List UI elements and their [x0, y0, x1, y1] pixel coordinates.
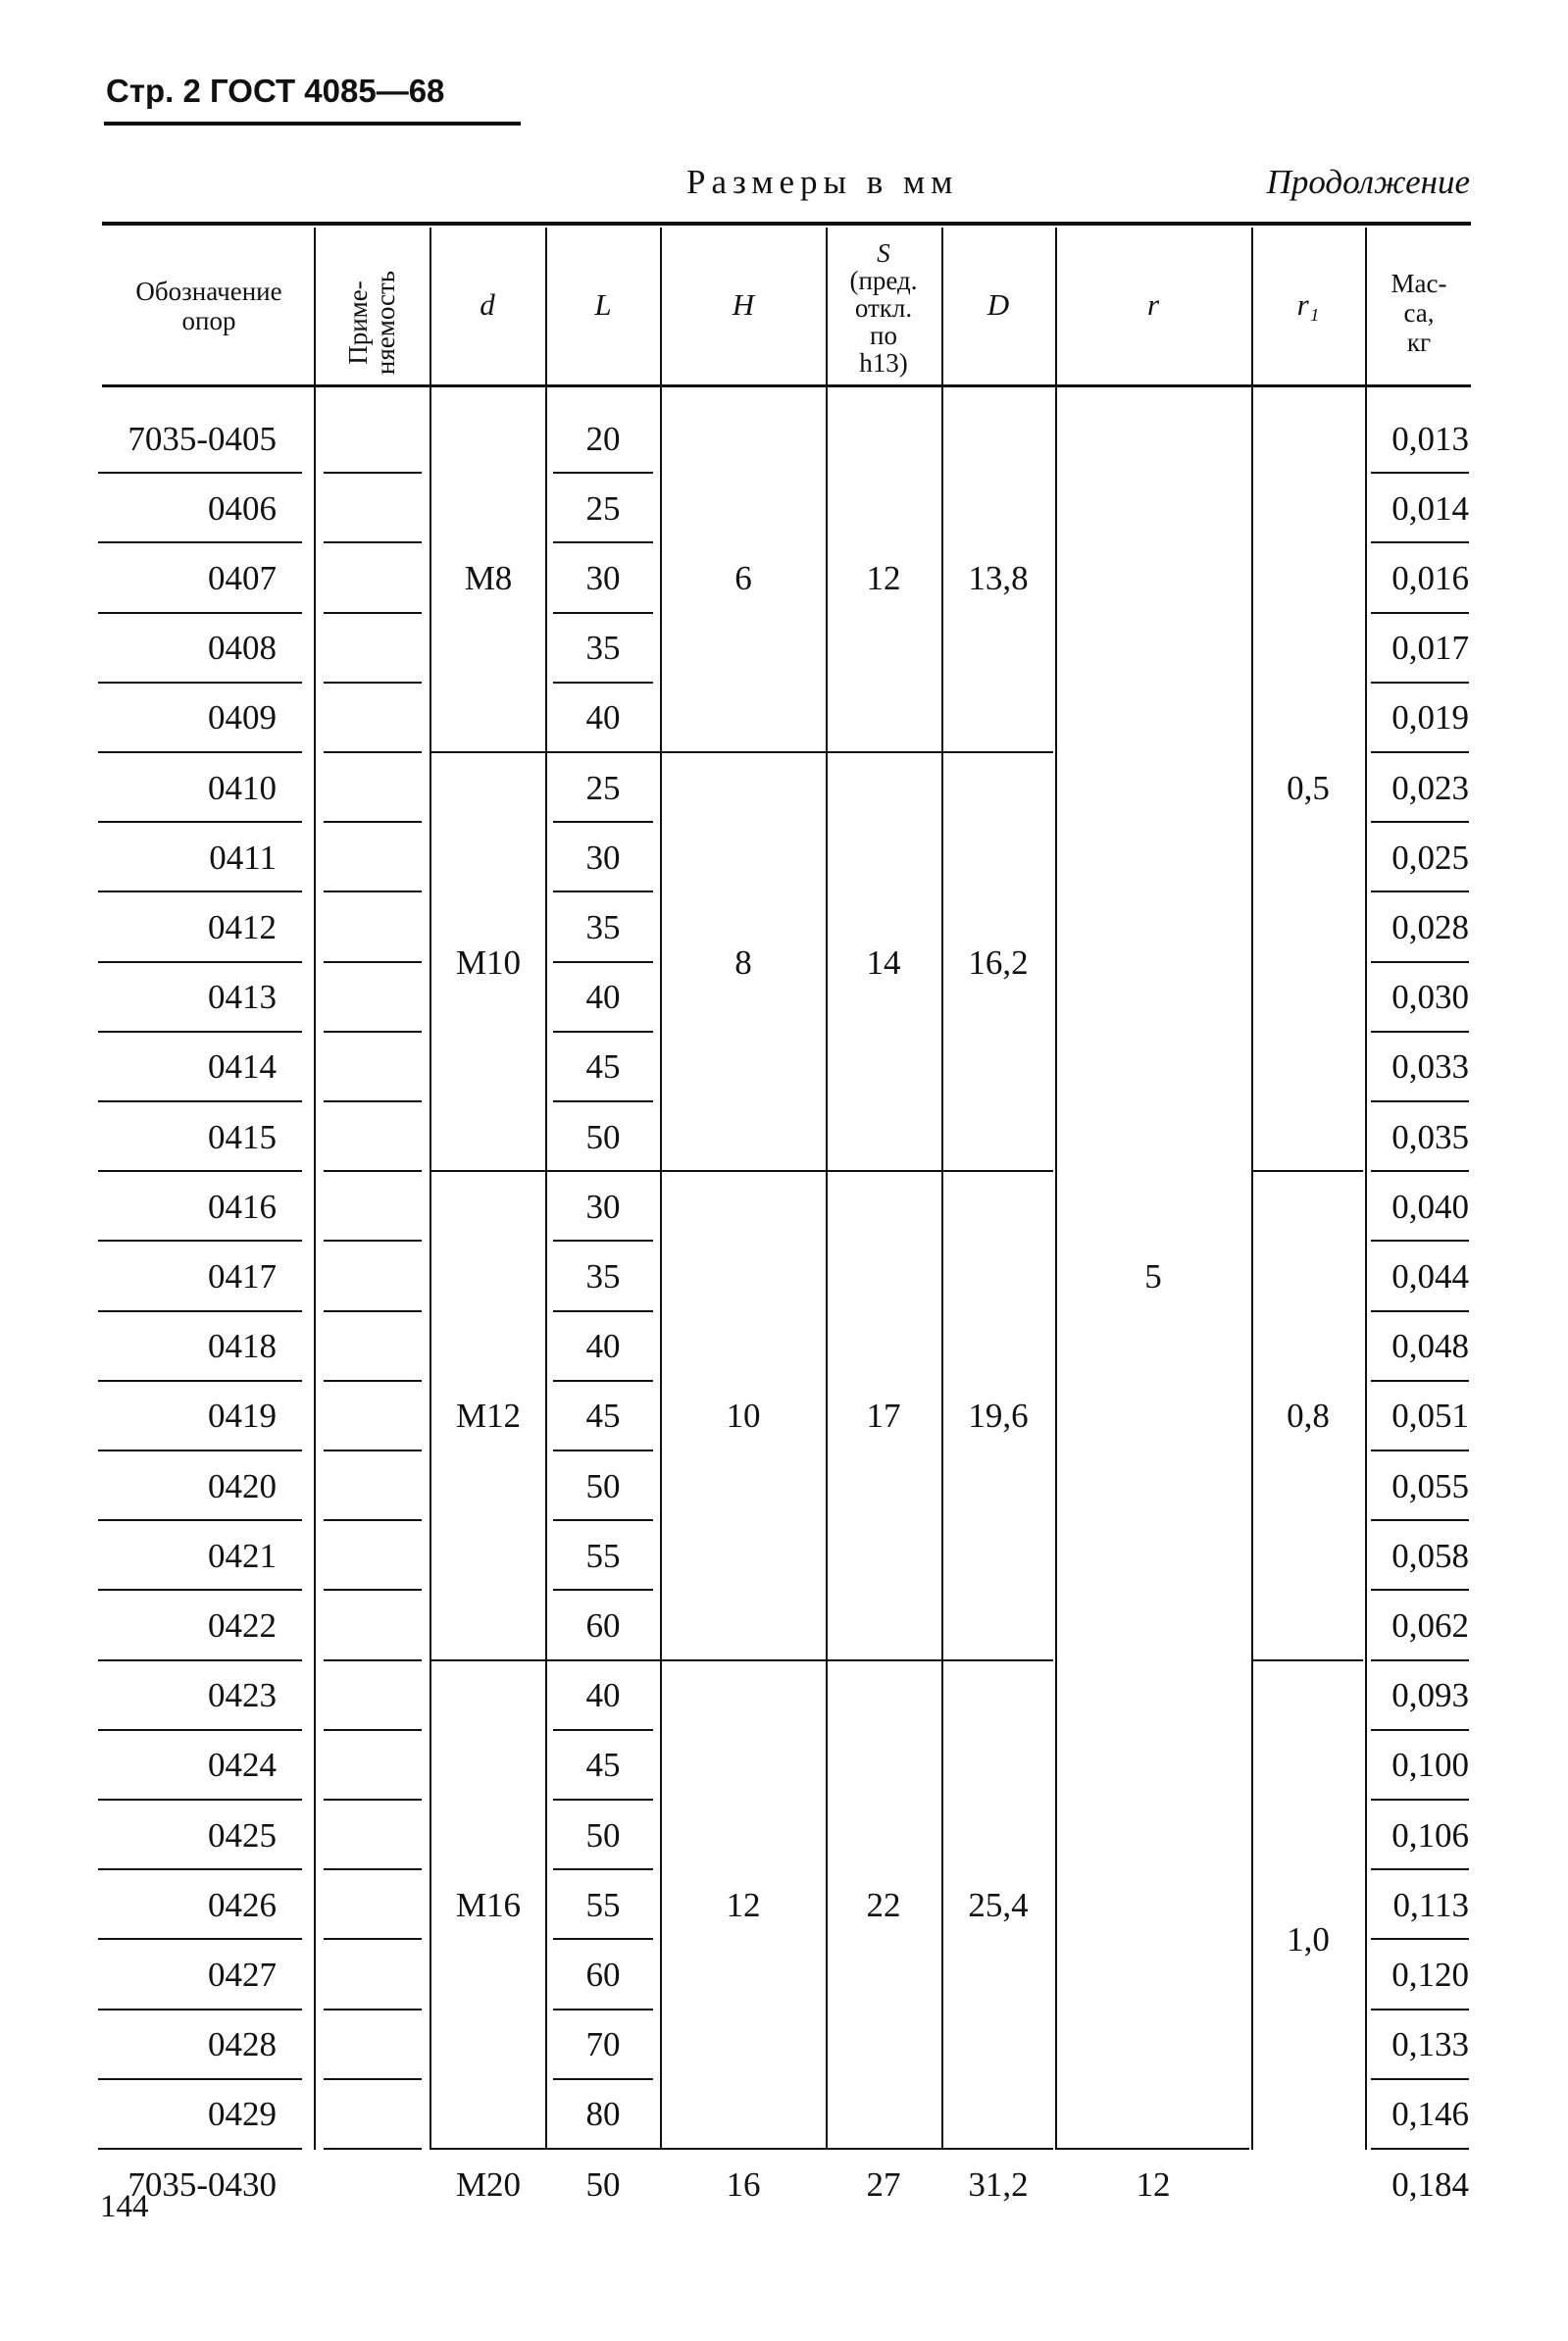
mass-cell: 0,013	[1391, 419, 1469, 458]
row-rule	[324, 821, 422, 823]
designation-cell: 0423	[208, 1676, 277, 1715]
mass-cell: 0,062	[1391, 1606, 1469, 1645]
D-cell: 19,6	[968, 1397, 1029, 1436]
row-rule	[324, 891, 422, 892]
row-rule	[1371, 1170, 1469, 1172]
row-rule	[553, 1240, 653, 1242]
mass-cell: 0,035	[1391, 1117, 1469, 1156]
row-rule	[98, 1240, 302, 1242]
row-rule	[98, 1868, 302, 1870]
row-rule	[1371, 961, 1469, 963]
col-divider	[660, 228, 662, 2150]
col-header-H: H	[732, 287, 755, 322]
col-header-mass-line: са,	[1403, 298, 1435, 328]
row-rule	[98, 821, 302, 823]
row-rule	[553, 891, 653, 892]
H-cell: 16	[726, 2164, 761, 2204]
row-rule	[1371, 2078, 1469, 2080]
col-divider	[1365, 228, 1367, 2150]
group-rule	[1253, 1170, 1363, 1172]
row-rule	[98, 1450, 302, 1451]
D-cell: 25,4	[968, 1885, 1029, 1924]
row-rule	[1371, 1310, 1469, 1312]
col-header-designation	[106, 277, 312, 335]
mass-cell: 0,044	[1391, 1257, 1469, 1296]
row-rule	[324, 1310, 422, 1312]
designation-cell: 0415	[208, 1117, 277, 1156]
row-rule	[98, 1100, 302, 1102]
row-rule	[324, 1519, 422, 1521]
mass-cell: 0,113	[1392, 1885, 1469, 1924]
row-rule	[1371, 1450, 1469, 1451]
row-rule	[1371, 751, 1469, 753]
row-rule	[324, 612, 422, 614]
L-cell: 35	[585, 1257, 621, 1296]
designation-cell: 0421	[208, 1536, 277, 1575]
col-header-applicability	[344, 244, 401, 401]
row-rule	[1371, 1031, 1469, 1033]
header-rule	[104, 122, 521, 126]
designation-cell: 0412	[208, 908, 277, 946]
row-rule	[324, 1031, 422, 1033]
mass-cell: 0,048	[1391, 1327, 1469, 1366]
D-cell: 16,2	[968, 942, 1029, 982]
row-rule	[324, 1240, 422, 1242]
row-rule	[324, 961, 422, 963]
H-cell: 10	[726, 1397, 761, 1436]
L-cell: 50	[585, 1815, 621, 1855]
col-header-designation-line: опор	[181, 306, 236, 335]
D-cell: 31,2	[968, 2164, 1029, 2204]
row-rule	[553, 1938, 653, 1940]
col-divider	[1251, 228, 1253, 2150]
mass-cell: 0,093	[1391, 1676, 1469, 1715]
designation-cell: 0410	[208, 768, 277, 807]
L-cell: 30	[585, 559, 621, 597]
group-rule	[431, 1659, 1053, 1661]
table-top-rule	[102, 222, 1471, 226]
row-rule	[324, 1938, 422, 1940]
designation-cell: 0429	[208, 2095, 277, 2134]
designation-cell: 0411	[209, 838, 277, 877]
row-rule	[98, 2078, 302, 2080]
d-cell: M16	[455, 1885, 522, 1924]
row-rule	[98, 2148, 302, 2150]
row-rule	[98, 2009, 302, 2010]
S-cell: 17	[866, 1397, 901, 1436]
col-header-L: L	[594, 287, 612, 322]
row-rule	[324, 541, 422, 543]
row-rule	[553, 1519, 653, 1521]
row-rule	[553, 1380, 653, 1382]
D-cell: 13,8	[968, 559, 1029, 597]
row-rule	[98, 1310, 302, 1312]
row-rule	[324, 472, 422, 474]
L-cell: 60	[585, 1956, 621, 1994]
designation-cell: 0425	[208, 1815, 277, 1855]
col-header-mass-line: Мас-	[1391, 269, 1447, 298]
row-rule	[553, 612, 653, 614]
designation-cell: 7035-0430	[127, 2164, 277, 2204]
col-header-designation-line: Обозначение	[135, 277, 282, 306]
mass-cell: 0,028	[1391, 908, 1469, 946]
group-rule	[431, 751, 1053, 753]
designation-cell: 0416	[208, 1187, 277, 1226]
mass-cell: 0,184	[1391, 2164, 1469, 2204]
row-rule	[98, 1729, 302, 1731]
col-divider	[941, 228, 943, 2150]
L-cell: 25	[585, 768, 621, 807]
designation-cell: 0418	[208, 1327, 277, 1366]
col-header-D: D	[986, 287, 1010, 322]
row-rule	[553, 2009, 653, 2010]
H-cell: 12	[726, 1885, 761, 1924]
col-header-r1: r₁	[1296, 287, 1320, 322]
mass-cell: 0,023	[1391, 768, 1469, 807]
d-cell: M12	[455, 1397, 522, 1436]
row-rule	[1371, 821, 1469, 823]
row-rule	[553, 1868, 653, 1870]
row-rule	[1371, 891, 1469, 892]
S-cell: 27	[866, 2164, 901, 2204]
L-cell: 50	[585, 1466, 621, 1505]
row-rule	[1371, 472, 1469, 474]
row-rule	[324, 1729, 422, 1731]
col-header-S-line: по	[870, 321, 897, 350]
H-cell: 6	[734, 559, 752, 597]
mass-cell: 0,051	[1391, 1397, 1469, 1436]
designation-cell: 0417	[208, 1257, 277, 1296]
L-cell: 55	[585, 1536, 621, 1575]
row-rule	[1371, 1938, 1469, 1940]
row-rule	[324, 682, 422, 684]
row-rule	[324, 1380, 422, 1382]
row-rule	[324, 1868, 422, 1870]
row-rule	[1371, 2148, 1469, 2150]
row-rule	[1371, 612, 1469, 614]
mass-cell: 0,016	[1391, 559, 1469, 597]
table-header-rule	[102, 384, 1471, 387]
row-rule	[553, 541, 653, 543]
row-rule	[98, 541, 302, 543]
L-cell: 80	[585, 2095, 621, 2134]
r1-cell: 0,8	[1287, 1397, 1330, 1436]
L-cell: 40	[585, 1327, 621, 1366]
col-divider	[314, 228, 316, 2150]
d-cell: M20	[455, 2164, 522, 2204]
row-rule	[1371, 1589, 1469, 1591]
L-cell: 30	[585, 838, 621, 877]
mass-cell: 0,014	[1391, 488, 1469, 528]
col-header-mass	[1367, 269, 1471, 357]
row-rule	[553, 1100, 653, 1102]
mass-cell: 0,058	[1391, 1536, 1469, 1575]
mass-cell: 0,055	[1391, 1466, 1469, 1505]
page-header: Стр. 2 ГОСТ 4085—68	[106, 73, 445, 109]
row-rule	[98, 1799, 302, 1801]
row-rule	[98, 472, 302, 474]
row-rule	[324, 2078, 422, 2080]
row-rule	[553, 682, 653, 684]
row-rule	[1371, 2009, 1469, 2010]
col-header-applicability-line: няемость	[371, 270, 400, 376]
group-rule	[1057, 2148, 1249, 2150]
L-cell: 40	[585, 1676, 621, 1715]
row-rule	[98, 612, 302, 614]
mass-cell: 0,040	[1391, 1187, 1469, 1226]
designation-cell: 0424	[208, 1746, 277, 1785]
L-cell: 50	[585, 2164, 621, 2204]
L-cell: 40	[585, 698, 621, 738]
designation-cell: 0420	[208, 1466, 277, 1505]
row-rule	[553, 1589, 653, 1591]
row-rule	[98, 1519, 302, 1521]
row-rule	[1371, 1380, 1469, 1382]
L-cell: 45	[585, 1047, 621, 1087]
col-divider	[430, 228, 431, 2150]
col-header-S-line: h13)	[859, 348, 908, 378]
col-divider	[826, 228, 828, 2150]
page-number: 144	[100, 2189, 149, 2224]
row-rule	[324, 1589, 422, 1591]
L-cell: 40	[585, 978, 621, 1017]
col-header-mass-line: кг	[1406, 328, 1432, 357]
row-rule	[98, 1170, 302, 1172]
col-header-d: d	[480, 287, 495, 322]
mass-cell: 0,100	[1391, 1746, 1469, 1785]
mass-cell: 0,033	[1391, 1047, 1469, 1087]
row-rule	[553, 1799, 653, 1801]
designation-cell: 0409	[208, 698, 277, 738]
row-rule	[553, 1450, 653, 1451]
units-caption: Размеры в мм	[686, 163, 959, 201]
row-rule	[98, 1380, 302, 1382]
group-rule	[431, 1170, 1053, 1172]
row-rule	[1371, 1729, 1469, 1731]
designation-cell: 0419	[208, 1397, 277, 1436]
S-cell: 14	[866, 942, 901, 982]
designation-cell: 0408	[208, 629, 277, 668]
row-rule	[1371, 1240, 1469, 1242]
L-cell: 60	[585, 1606, 621, 1645]
row-rule	[553, 821, 653, 823]
L-cell: 70	[585, 2025, 621, 2064]
row-rule	[98, 961, 302, 963]
row-rule	[1371, 1799, 1469, 1801]
d-cell: M10	[455, 942, 522, 982]
group-rule	[1253, 1659, 1363, 1661]
col-divider	[545, 228, 547, 2150]
row-rule	[553, 1729, 653, 1731]
row-rule	[553, 2078, 653, 2080]
row-rule	[98, 1031, 302, 1033]
designation-cell: 0428	[208, 2025, 277, 2064]
col-header-applicability-line: Приме-	[343, 280, 373, 365]
r-cell: 12	[1136, 2164, 1171, 2204]
mass-cell: 0,017	[1391, 629, 1469, 668]
row-rule	[324, 1799, 422, 1801]
col-divider	[1055, 228, 1057, 2150]
row-rule	[553, 1031, 653, 1033]
L-cell: 35	[585, 908, 621, 946]
designation-cell: 0422	[208, 1606, 277, 1645]
col-header-S-line: откл.	[854, 293, 913, 323]
group-rule	[431, 2148, 1053, 2150]
row-rule	[324, 1450, 422, 1451]
row-rule	[553, 961, 653, 963]
L-cell: 45	[585, 1397, 621, 1436]
row-rule	[98, 682, 302, 684]
row-rule	[1371, 1868, 1469, 1870]
col-header-S	[828, 239, 939, 377]
L-cell: 55	[585, 1885, 621, 1924]
mass-cell: 0,106	[1391, 1815, 1469, 1855]
designation-cell: 0407	[208, 559, 277, 597]
row-rule	[1371, 1659, 1469, 1661]
designation-cell: 0427	[208, 1956, 277, 1994]
col-header-S-line: S	[877, 238, 890, 268]
row-rule	[324, 751, 422, 753]
mass-cell: 0,120	[1391, 1956, 1469, 1994]
r1-cell: 0,5	[1287, 768, 1330, 807]
S-cell: 22	[866, 1885, 901, 1924]
L-cell: 20	[585, 419, 621, 458]
row-rule	[324, 1659, 422, 1661]
L-cell: 25	[585, 488, 621, 528]
col-header-S-line: (пред.	[849, 266, 918, 295]
row-rule	[1371, 1519, 1469, 1521]
continuation-caption: Продолжение	[1266, 163, 1470, 201]
row-rule	[324, 1100, 422, 1102]
designation-cell: 0406	[208, 488, 277, 528]
designation-cell: 0426	[208, 1885, 277, 1924]
row-rule	[1371, 682, 1469, 684]
row-rule	[98, 1589, 302, 1591]
mass-cell: 0,133	[1391, 2025, 1469, 2064]
S-cell: 12	[866, 559, 901, 597]
designation-cell: 0413	[208, 978, 277, 1017]
row-rule	[98, 751, 302, 753]
L-cell: 45	[585, 1746, 621, 1785]
mass-cell: 0,019	[1391, 698, 1469, 738]
mass-cell: 0,146	[1391, 2095, 1469, 2134]
row-rule	[1371, 541, 1469, 543]
H-cell: 8	[734, 942, 752, 982]
L-cell: 50	[585, 1117, 621, 1156]
row-rule	[1371, 1100, 1469, 1102]
row-rule	[324, 1170, 422, 1172]
col-header-r: r	[1146, 287, 1160, 322]
L-cell: 35	[585, 629, 621, 668]
designation-cell: 0414	[208, 1047, 277, 1087]
row-rule	[98, 891, 302, 892]
row-rule	[553, 1310, 653, 1312]
row-rule	[324, 2009, 422, 2010]
d-cell: M8	[464, 559, 513, 597]
row-rule	[324, 2148, 422, 2150]
designation-cell: 7035-0405	[127, 419, 277, 458]
row-rule	[98, 1938, 302, 1940]
r-cell: 5	[1144, 1257, 1162, 1296]
row-rule	[98, 1659, 302, 1661]
mass-cell: 0,030	[1391, 978, 1469, 1017]
L-cell: 30	[585, 1187, 621, 1226]
r1-cell: 1,0	[1287, 1920, 1330, 1959]
row-rule	[553, 472, 653, 474]
mass-cell: 0,025	[1391, 838, 1469, 877]
